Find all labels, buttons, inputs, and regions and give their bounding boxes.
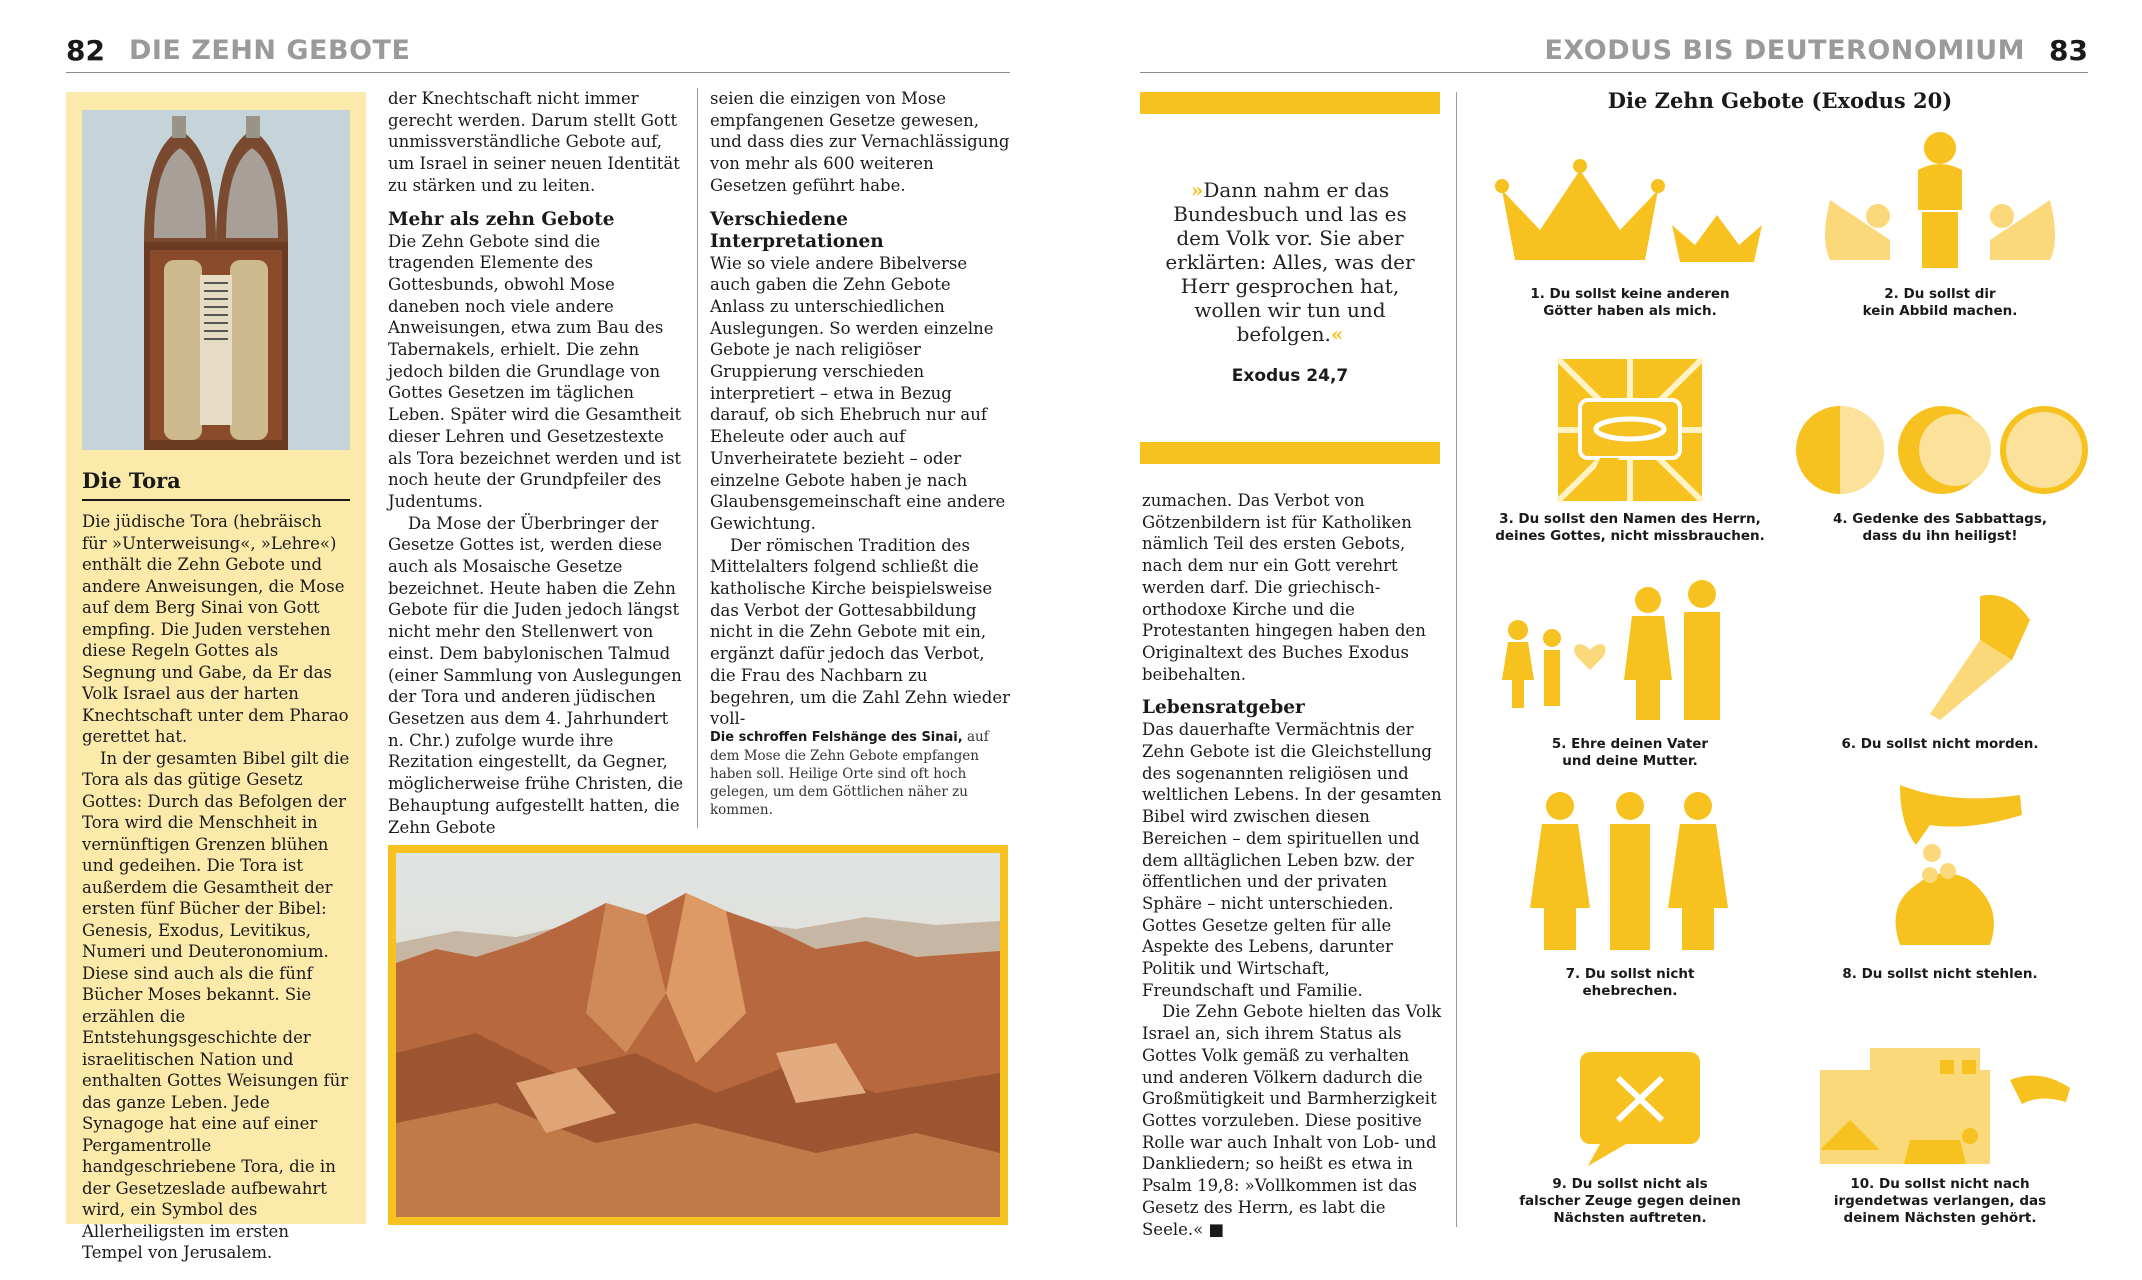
quote-bottom-bar xyxy=(1140,442,1440,464)
cross-speech-icon xyxy=(1480,1040,1780,1170)
paragraph: zumachen. Das Verbot von Götzenbildern ist für Katholiken nämlich Teil des ersten Gebots, nach dem nur ein Gott verehrt werden darf. Die griechisch-orthodoxe Kirche und die Protestanten hingegen haben den Originaltext des Buches Exodus beibehalten. xyxy=(1142,491,1426,684)
commandment-label: 2. Du sollst dir kein Abbild machen. xyxy=(1862,286,2018,319)
text-column-2 xyxy=(710,88,1010,730)
right-page-number: 83 xyxy=(2049,33,2088,67)
caption-text: auf dem Mose die Zehn Gebote empfangen haben soll. Heilige Orte sind oft hoch gelegen, um dem Göttlichen näher zu kommen. xyxy=(710,729,989,818)
text-column-3 xyxy=(1142,490,1442,1240)
left-header xyxy=(66,30,410,70)
commandment-8 xyxy=(1790,775,2090,983)
paragraph: der Knechtschaft nicht immer gerecht werden. Darum stellt Gott unmissverständliche Gebote auf, um Israel in seiner neuen Identität zu stärken und zu leiten. xyxy=(388,89,680,195)
sidebar-text xyxy=(82,511,350,1264)
house-cow-icon xyxy=(1790,1040,2090,1170)
section-heading: Lebensratgeber xyxy=(1142,697,1305,719)
commandment-2 xyxy=(1790,130,2090,320)
quote-top-bar xyxy=(1140,92,1440,114)
commandment-label: 10. Du sollst nicht nach irgendetwas verlangen, das deinem Nächsten gehört. xyxy=(1833,1176,2047,1226)
commandment-label: 7. Du sollst nicht ehebrechen. xyxy=(1565,966,1695,999)
paragraph: Wie so viele andere Bibelverse auch gaben die Zehn Gebote Anlass zu unterschiedlichen Auslegungen. So werden einzelne Gebote je nach religiöser Gruppierung verschieden interpretiert – etwa in Bezug darauf, ob sich Ehebruch nur auf Eheleute oder auch auf Unverheiratete bezieht – oder einzelne Gebote haben je nach Glaubensgemeinschaft eine andere Gewichtung. xyxy=(710,253,1006,533)
column-divider xyxy=(1456,92,1457,1227)
money-bag-icon xyxy=(1790,775,2090,960)
halo-speech-icon xyxy=(1480,355,1780,505)
commandment-label: 8. Du sollst nicht stehlen. xyxy=(1842,966,2038,982)
paragraph: Der römischen Tradition des Mittelalters folgend schließt die katholische Kirche beispielsweise das Verbot der Gottesabbildung nicht in die Zehn Gebote mit ein, ergänzt dafür jedoch das Verbot, die Frau des Nachbarn zu begehren, um die Zahl Zehn wieder voll- xyxy=(710,535,1010,729)
commandment-4 xyxy=(1790,355,2090,545)
sidebar-title: Die Tora xyxy=(82,468,350,501)
section-heading: Verschiedene Interpretationen xyxy=(710,208,884,252)
commandments-title: Die Zehn Gebote (Exodus 20) xyxy=(1607,88,1953,113)
left-running-title: DIE ZEHN GEBOTE xyxy=(128,34,411,66)
knife-icon xyxy=(1790,580,2090,730)
worship-idol-icon xyxy=(1790,130,2090,280)
family-icon xyxy=(1480,580,1780,730)
sidebar-paragraph: Die jüdische Tora (hebräisch für »Unterweisung«, »Lehre«) enthält die Zehn Gebote und andere Anweisungen, die Mose auf dem Berg Sinai von Gott empfing. Die Juden verstehen diese Regeln Gottes als Segnung und Gabe, da Er das Volk Israel aus der harten Knechtschaft unter dem Pharao gerettet hat. xyxy=(82,512,349,746)
right-running-title: EXODUS BIS DEUTERONOMIUM xyxy=(1544,34,2026,66)
paragraph: Die Zehn Gebote sind die tragenden Elemente des Gottesbunds, obwohl Mose daneben noch viele andere Anweisungen, etwa zum Bau des Tabernakels, erhielt. Die zehn jedoch bilden die Grundlage von Gottes Gesetzen im täglichen Leben. Später wird die Gesamtheit dieser Lehren und Gesetzestexte als Tora bezeichnet werden und ist noch heute der Grundpfeiler des Judentums. xyxy=(388,231,682,511)
commandment-label: 3. Du sollst den Namen des Herrn, deines Gottes, nicht missbrauchen. xyxy=(1495,511,1765,544)
tora-sidebar xyxy=(66,92,366,1262)
commandment-label: 4. Gedenke des Sabbattags, dass du ihn heiligst! xyxy=(1832,511,2048,544)
commandment-label: 6. Du sollst nicht morden. xyxy=(1841,736,2039,752)
sinai-mountain-photo xyxy=(388,845,1008,1225)
image-caption xyxy=(710,728,1010,819)
torah-case-image xyxy=(82,110,350,450)
commandment-5 xyxy=(1480,580,1780,770)
column-divider xyxy=(697,88,698,828)
paragraph: Die Zehn Gebote hielten das Volk Israel an, sich ihrem Status als Gottes Volk gemäß zu verhalten und anderen Völkern dadurch die Großmütigkeit und Barmherzigkeit Gottes vorzuleben. Diese positive Rolle war auch Inhalt von Lob- und Dankliedern; so heißt es etwa in Psalm 19,8: »Vollkommen ist das Gesetz des Herrn, es labt die Seele.« ■ xyxy=(1142,1002,1442,1239)
globe-phases-icon xyxy=(1790,355,2090,505)
section-heading: Mehr als zehn Gebote xyxy=(388,208,615,230)
paragraph: Da Mose der Überbringer der Gesetze Gottes ist, werden diese auch als Mosaische Gesetze bezeichnet. Heute haben die Zehn Gebote für die Juden jedoch längst nicht mehr den Stellenwert von einst. Dem babylonischen Talmud (einer Sammlung von Auslegungen der Tora und anderen jüdischen Gesetzen aus dem 4. Jahrhundert n. Chr.) zufolge wurde ihre Rezitation eingestellt, da Gegner, möglicherweise frühe Christen, die Behauptung aufgestellt hatten, die Zehn Gebote xyxy=(388,513,684,837)
quote-source: Exodus 24,7 xyxy=(1231,366,1349,386)
left-page-number: 82 xyxy=(66,33,105,67)
text-column-1 xyxy=(388,88,684,838)
quote-text: Dann nahm er das Bundesbuch und las es dem Volk vor. Sie aber erklärten: Alles, was der Herr gesprochen hat, wollen wir tun und befolgen. xyxy=(1165,178,1415,346)
commandment-label: 1. Du sollst keine anderen Götter haben als mich. xyxy=(1530,286,1730,319)
commandment-6 xyxy=(1790,580,2090,753)
sidebar-paragraph: In der gesamten Bibel gilt die Tora als das gütige Gesetz Gottes: Durch das Befolgen der Tora wird die Menschheit in vernünftigen Grenzen blühen und gedeihen. Die Tora ist außerdem die Gesamtheit der ersten fünf Bücher der Bibel: Genesis, Exodus, Levitikus, Numeri und Deuteronomium. Diese sind auch als die fünf Bücher Moses bekannt. Sie erzählen die Entstehungsgeschichte der israelitischen Nation und enthalten Gottes Weisungen für das ganze Leben. Jede Synagoge hat eine auf einer Pergamentrolle handgeschriebene Tora, die in der Gesetzeslade aufbewahrt wird, ein Symbol des Allerheiligsten im ersten Tempel von Jerusalem. xyxy=(82,748,350,1262)
commandment-10 xyxy=(1790,1040,2090,1227)
caption-lead: Die schroffen Felshänge des Sinai, xyxy=(710,730,963,745)
crowns-icon xyxy=(1480,130,1780,280)
paragraph: Das dauerhafte Vermächtnis der Zehn Gebote ist die Gleichstellung des sogenannten religiösen und weltlichen Lebens. In der gesamten Bibel wird zwischen diesen Bereichen – dem spirituellen und dem alltäglichen Leben bzw. der öffentlichen und der privaten Sphäre – nicht unterschieden. Gottes Gesetze gelten für alle Aspekte des Lebens, darunter Politik und Wirtschaft, Freundschaft und Familie. xyxy=(1142,720,1442,1000)
paragraph: seien die einzigen von Mose empfangenen Gesetze gewesen, und dass dies zur Vernachlässigung von mehr als 600 weiteren Gesetzen geführt habe. xyxy=(710,89,1010,195)
quote-close-mark: « xyxy=(1330,322,1344,346)
commandment-label: 9. Du sollst nicht als falscher Zeuge gegen deinen Nächsten auftreten. xyxy=(1519,1176,1741,1226)
commandment-label: 5. Ehre deinen Vater und deine Mutter. xyxy=(1551,736,1709,769)
right-header xyxy=(1544,30,2088,70)
commandment-1 xyxy=(1480,130,1780,320)
quote-open-mark: » xyxy=(1190,178,1204,202)
three-people-icon xyxy=(1480,790,1780,960)
commandment-7 xyxy=(1480,790,1780,1000)
pull-quote xyxy=(1150,178,1430,346)
commandment-9 xyxy=(1480,1040,1780,1227)
right-header-rule xyxy=(1140,72,2088,73)
commandment-3 xyxy=(1480,355,1780,545)
left-header-rule xyxy=(66,72,1010,73)
